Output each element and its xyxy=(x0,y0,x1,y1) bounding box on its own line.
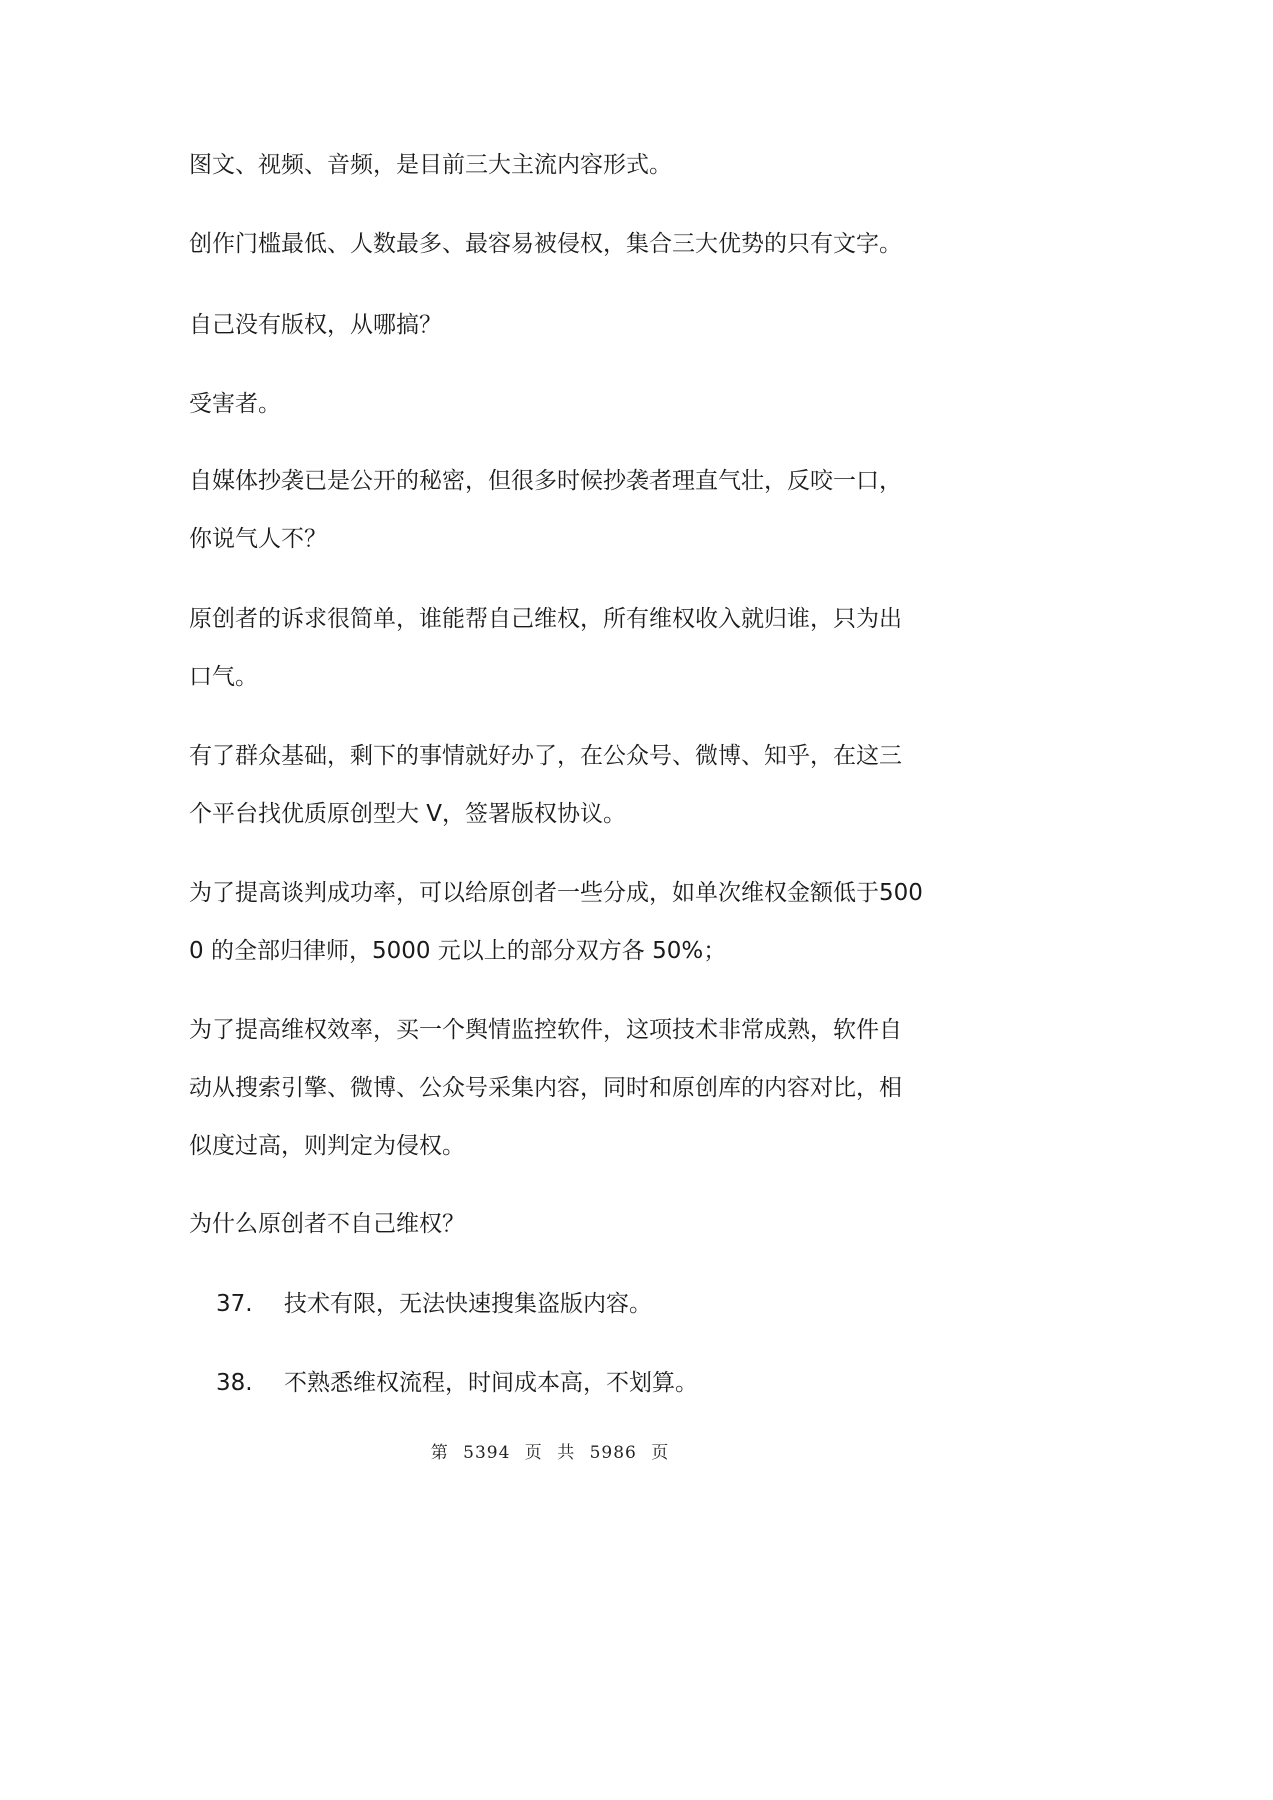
paragraph-7: 有了群众基础，剩下的事情就好办了，在公众号、微博、知乎，在这三个平台找优质原创型大 V，签署版权协议。 xyxy=(189,743,902,827)
footer-label-gong: 共 xyxy=(557,1443,576,1463)
paragraph-9: 为了提高维权效率，买一个舆情监控软件，这项技术非常成熟，软件自动从搜索引擎、微博、公众号采集内容，同时和原创库的内容对比，相似度过高，则判定为侵权。 xyxy=(189,1017,902,1159)
footer-label-ye2: 页 xyxy=(651,1443,670,1463)
list-number: 37. xyxy=(216,1291,253,1317)
footer-label-di: 第 xyxy=(430,1443,449,1463)
list-text: 不熟悉维权流程，时间成本高，不划算。 xyxy=(284,1370,698,1396)
paragraph-3: 自己没有版权，从哪搞？ xyxy=(189,312,442,338)
list-text: 技术有限，无法快速搜集盗版内容。 xyxy=(284,1291,652,1317)
paragraph-2: 创作门槛最低、人数最多、最容易被侵权，集合三大优势的只有文字。 xyxy=(189,231,902,257)
paragraph-6: 原创者的诉求很简单，谁能帮自己维权，所有维权收入就归谁，只为出口气。 xyxy=(189,606,902,690)
footer-label-ye: 页 xyxy=(524,1443,543,1463)
footer-total-pages: 5986 xyxy=(589,1443,637,1463)
paragraph-5: 自媒体抄袭已是公开的秘密，但很多时候抄袭者理直气壮，反咬一口，你说气人不？ xyxy=(189,468,902,552)
footer-current-page: 5394 xyxy=(463,1443,511,1463)
paragraph-4: 受害者。 xyxy=(189,391,281,417)
paragraph-10: 为什么原创者不自己维权？ xyxy=(189,1211,465,1237)
list-number: 38. xyxy=(216,1370,253,1396)
paragraph-1: 图文、视频、音频，是目前三大主流内容形式。 xyxy=(189,152,672,178)
page-footer xyxy=(0,1438,1100,1463)
paragraph-8: 为了提高谈判成功率，可以给原创者一些分成，如单次维权金额低于5000 的全部归律师，5000 元以上的部分双方各 50%； xyxy=(189,880,923,964)
